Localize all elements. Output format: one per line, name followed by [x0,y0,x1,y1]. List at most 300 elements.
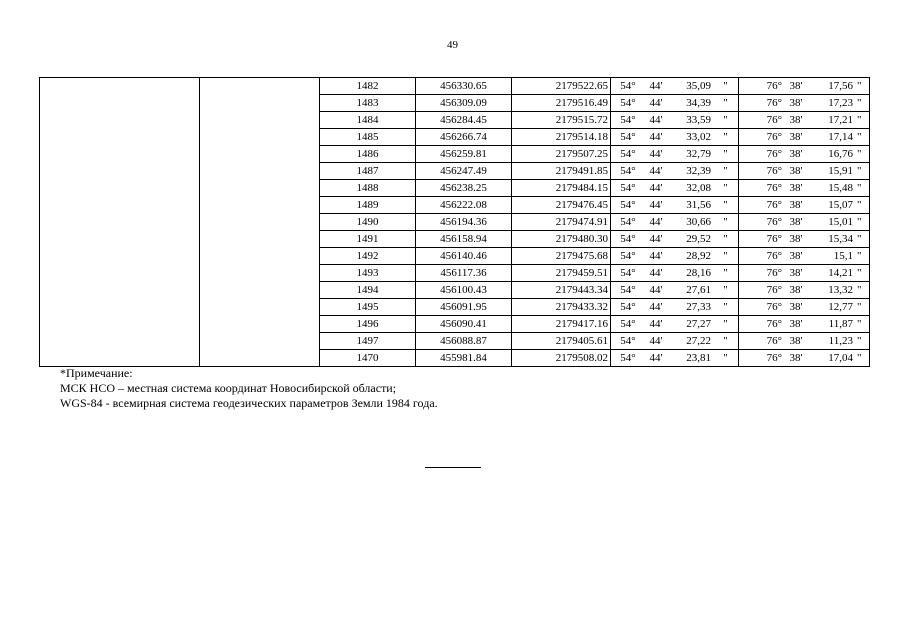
x-coordinate-value: 456088.87 [440,334,487,347]
latitude-degrees [611,350,646,367]
latitude-seconds-symbol [713,95,739,112]
minute-symbol: ' [800,113,803,126]
longitude-degrees [739,95,785,112]
empty-cell [200,299,320,316]
latitude-minutes [645,282,667,299]
longitude-seconds [808,265,855,282]
x-coordinate-value: 456158.94 [440,232,487,245]
minute-symbol: ' [660,198,663,211]
x-coordinate-value: 456117.36 [440,266,487,279]
point-number-value: 1485 [356,130,379,143]
x-coordinate-value: 456090.41 [440,317,487,330]
degree-symbol: ° [631,147,636,160]
empty-cell [200,163,320,180]
minute-symbol: ' [800,283,803,296]
degree-symbol: ° [631,334,636,347]
minute-symbol: ' [800,147,803,160]
latitude-minutes [645,112,667,129]
empty-cell [40,95,200,112]
minute-symbol: ' [660,164,663,177]
y-coordinate-value: 2179433.32 [555,300,608,313]
note-line-msk: МСК НСО – местная система координат Новосибирской области; [60,381,397,395]
x-coordinate [416,350,512,367]
latitude-minutes-value: 44 [649,283,661,296]
degree-symbol: ° [631,96,636,109]
longitude-seconds-symbol [855,350,870,367]
table-row [40,163,870,180]
seconds-symbol: " [857,113,862,126]
y-coordinate-value: 2179515.72 [555,113,608,126]
minute-symbol: ' [800,317,803,330]
seconds-symbol: " [857,215,862,228]
latitude-degrees-value: 54 [620,300,632,313]
y-coordinate [512,78,611,95]
latitude-seconds-symbol [713,129,739,146]
latitude-minutes-value: 44 [649,113,661,126]
longitude-minutes [784,350,808,367]
latitude-seconds-value: 30,66 [686,215,711,228]
degree-symbol: ° [631,266,636,279]
minute-symbol: ' [660,147,663,160]
latitude-seconds [667,316,713,333]
x-coordinate [416,129,512,146]
seconds-symbol: " [723,198,728,211]
latitude-minutes [645,248,667,265]
degree-symbol: ° [777,147,782,160]
y-coordinate [512,248,611,265]
longitude-minutes [784,197,808,214]
x-coordinate-value: 456330.65 [440,79,487,92]
seconds-symbol: " [723,334,728,347]
empty-cell [40,265,200,282]
y-coordinate-value: 2179491.85 [555,164,608,177]
point-number [320,146,416,163]
longitude-minutes-value: 38 [789,181,801,194]
table-row [40,282,870,299]
longitude-minutes-value: 38 [789,164,801,177]
longitude-minutes-value: 38 [789,198,801,211]
latitude-minutes [645,333,667,350]
degree-symbol: ° [777,317,782,330]
longitude-minutes-value: 38 [789,215,801,228]
table-row [40,214,870,231]
point-number [320,265,416,282]
point-number-value: 1486 [356,147,379,160]
longitude-minutes [784,78,808,95]
degree-symbol: ° [631,79,636,92]
note-block [60,366,438,411]
longitude-seconds-value: 17,56 [828,79,853,92]
degree-symbol: ° [777,266,782,279]
minute-symbol: ' [660,249,663,262]
minute-symbol: ' [800,79,803,92]
degree-symbol: ° [631,249,636,262]
point-number-value: 1496 [356,317,379,330]
degree-symbol: ° [631,164,636,177]
empty-cell [200,333,320,350]
latitude-seconds [667,282,713,299]
longitude-degrees-value: 76 [766,130,778,143]
y-coordinate-value: 2179405.61 [555,334,608,347]
degree-symbol: ° [777,300,782,313]
longitude-seconds-value: 13,32 [828,283,853,296]
seconds-symbol: " [857,198,862,211]
x-coordinate [416,265,512,282]
table-row [40,265,870,282]
seconds-symbol: " [723,96,728,109]
latitude-seconds-value: 29,52 [686,232,711,245]
longitude-seconds-value: 17,14 [828,130,853,143]
point-number-value: 1494 [356,283,379,296]
empty-cell [200,95,320,112]
degree-symbol: ° [631,300,636,313]
minute-symbol: ' [800,232,803,245]
longitude-seconds-value: 15,07 [828,198,853,211]
longitude-minutes-value: 38 [789,130,801,143]
longitude-degrees-value: 76 [766,334,778,347]
latitude-degrees [611,129,646,146]
latitude-seconds-value: 27,27 [686,317,711,330]
degree-symbol: ° [631,215,636,228]
empty-cell [200,180,320,197]
longitude-seconds [808,248,855,265]
y-coordinate [512,163,611,180]
latitude-seconds-symbol [713,333,739,350]
longitude-degrees-value: 76 [766,283,778,296]
table-row [40,333,870,350]
x-coordinate-value: 456100.43 [440,283,487,296]
empty-cell [200,112,320,129]
point-number [320,316,416,333]
x-coordinate [416,248,512,265]
longitude-seconds-value: 17,04 [828,351,853,364]
latitude-degrees-value: 54 [620,351,632,364]
latitude-seconds-symbol [713,316,739,333]
y-coordinate [512,112,611,129]
y-coordinate-value: 2179480.30 [555,232,608,245]
latitude-seconds-value: 28,92 [686,249,711,262]
seconds-symbol: " [857,266,862,279]
longitude-degrees-value: 76 [766,96,778,109]
longitude-minutes-value: 38 [789,232,801,245]
longitude-degrees-value: 76 [766,300,778,313]
longitude-seconds-symbol [855,231,870,248]
latitude-degrees-value: 54 [620,96,632,109]
degree-symbol: ° [631,283,636,296]
longitude-minutes-value: 38 [789,283,801,296]
degree-symbol: ° [777,96,782,109]
point-number [320,350,416,367]
longitude-minutes [784,231,808,248]
latitude-seconds [667,129,713,146]
latitude-seconds-symbol [713,78,739,95]
latitude-seconds [667,112,713,129]
longitude-seconds [808,129,855,146]
empty-cell [200,282,320,299]
latitude-seconds-value: 31,56 [686,198,711,211]
x-coordinate-value: 456259.81 [440,147,487,160]
empty-cell [40,316,200,333]
longitude-degrees-value: 76 [766,249,778,262]
x-coordinate [416,95,512,112]
empty-cell [40,78,200,95]
latitude-seconds-symbol [713,163,739,180]
longitude-minutes-value: 38 [789,147,801,160]
longitude-seconds [808,163,855,180]
seconds-symbol: " [857,334,862,347]
latitude-minutes [645,316,667,333]
minute-symbol: ' [660,113,663,126]
point-number [320,180,416,197]
y-coordinate-value: 2179443.34 [555,283,608,296]
latitude-degrees-value: 54 [620,113,632,126]
minute-symbol: ' [800,334,803,347]
x-coordinate [416,146,512,163]
seconds-symbol: " [857,351,862,364]
minute-symbol: ' [800,300,803,313]
empty-cell [40,146,200,163]
longitude-minutes-value: 38 [789,249,801,262]
longitude-seconds-value: 17,23 [828,96,853,109]
longitude-seconds-value: 16,76 [828,147,853,160]
longitude-minutes-value: 38 [789,266,801,279]
latitude-degrees [611,163,646,180]
longitude-seconds-value: 11,23 [828,334,853,347]
latitude-degrees [611,333,646,350]
degree-symbol: ° [777,198,782,211]
point-number [320,282,416,299]
degree-symbol: ° [777,181,782,194]
latitude-degrees [611,197,646,214]
point-number [320,129,416,146]
latitude-minutes-value: 44 [649,79,661,92]
seconds-symbol: " [723,232,728,245]
longitude-degrees-value: 76 [766,266,778,279]
x-coordinate-value: 456247.49 [440,164,487,177]
longitude-seconds-value: 15,48 [828,181,853,194]
end-divider [425,467,481,468]
latitude-degrees-value: 54 [620,249,632,262]
latitude-degrees [611,180,646,197]
longitude-minutes [784,146,808,163]
point-number [320,112,416,129]
x-coordinate [416,282,512,299]
latitude-degrees [611,112,646,129]
y-coordinate [512,231,611,248]
latitude-seconds-value: 33,02 [686,130,711,143]
latitude-minutes-value: 44 [649,96,661,109]
empty-cell [200,248,320,265]
latitude-seconds-symbol [713,214,739,231]
point-number [320,163,416,180]
latitude-seconds-value: 32,08 [686,181,711,194]
latitude-degrees-value: 54 [620,283,632,296]
degree-symbol: ° [777,215,782,228]
table-row [40,350,870,367]
empty-cell [200,146,320,163]
longitude-minutes [784,299,808,316]
latitude-degrees-value: 54 [620,232,632,245]
longitude-seconds-symbol [855,163,870,180]
longitude-seconds [808,231,855,248]
empty-cell [40,282,200,299]
longitude-seconds-value: 15,91 [828,164,853,177]
seconds-symbol: " [857,249,862,262]
point-number [320,197,416,214]
empty-cell [40,299,200,316]
table-body [40,78,870,367]
longitude-minutes [784,163,808,180]
seconds-symbol: " [723,147,728,160]
point-number [320,333,416,350]
empty-cell [40,112,200,129]
minute-symbol: ' [800,181,803,194]
longitude-degrees [739,163,785,180]
y-coordinate [512,146,611,163]
latitude-degrees-value: 54 [620,130,632,143]
latitude-degrees [611,78,646,95]
point-number [320,214,416,231]
longitude-seconds-value: 14,21 [828,266,853,279]
empty-cell [200,129,320,146]
empty-cell [40,231,200,248]
minute-symbol: ' [800,198,803,211]
longitude-degrees [739,214,785,231]
empty-cell [40,248,200,265]
latitude-minutes [645,214,667,231]
degree-symbol: ° [631,181,636,194]
latitude-minutes-value: 44 [649,198,661,211]
empty-cell [40,333,200,350]
x-coordinate-value: 455981.84 [440,351,487,364]
latitude-seconds [667,350,713,367]
y-coordinate [512,95,611,112]
latitude-seconds [667,78,713,95]
table-row [40,248,870,265]
latitude-seconds-value: 32,39 [686,164,711,177]
seconds-symbol: " [723,130,728,143]
x-coordinate [416,214,512,231]
minute-symbol: ' [660,215,663,228]
latitude-seconds-value: 28,16 [686,266,711,279]
point-number-value: 1492 [356,249,379,262]
minute-symbol: ' [660,79,663,92]
x-coordinate [416,112,512,129]
latitude-minutes [645,231,667,248]
latitude-degrees-value: 54 [620,181,632,194]
degree-symbol: ° [777,130,782,143]
longitude-degrees [739,282,785,299]
y-coordinate-value: 2179507.25 [555,147,608,160]
minute-symbol: ' [660,266,663,279]
x-coordinate [416,197,512,214]
longitude-minutes [784,214,808,231]
seconds-symbol: " [723,113,728,126]
longitude-degrees [739,180,785,197]
empty-cell [200,197,320,214]
longitude-degrees-value: 76 [766,351,778,364]
latitude-minutes-value: 44 [649,351,661,364]
seconds-symbol: " [723,283,728,296]
latitude-minutes-value: 44 [649,266,661,279]
table-row [40,95,870,112]
latitude-seconds-symbol [713,180,739,197]
latitude-seconds-value: 27,61 [686,283,711,296]
longitude-seconds [808,180,855,197]
empty-cell [200,78,320,95]
latitude-seconds-symbol [713,231,739,248]
longitude-minutes-value: 38 [789,113,801,126]
longitude-minutes-value: 38 [789,351,801,364]
longitude-degrees-value: 76 [766,198,778,211]
minute-symbol: ' [800,351,803,364]
y-coordinate [512,129,611,146]
longitude-minutes [784,248,808,265]
longitude-seconds [808,78,855,95]
point-number-value: 1489 [356,198,379,211]
point-number-value: 1483 [356,96,379,109]
minute-symbol: ' [660,334,663,347]
point-number-value: 1488 [356,181,379,194]
seconds-symbol: " [723,300,728,313]
minute-symbol: ' [660,283,663,296]
longitude-minutes-value: 38 [789,334,801,347]
longitude-minutes [784,112,808,129]
latitude-degrees [611,248,646,265]
y-coordinate [512,197,611,214]
y-coordinate-value: 2179474.91 [555,215,608,228]
latitude-degrees [611,299,646,316]
latitude-seconds-value: 27,33 [686,300,711,313]
latitude-seconds [667,197,713,214]
latitude-minutes-value: 44 [649,181,661,194]
table-row [40,112,870,129]
longitude-seconds-symbol [855,299,870,316]
degree-symbol: ° [777,113,782,126]
x-coordinate-value: 456284.45 [440,113,487,126]
seconds-symbol: " [857,79,862,92]
y-coordinate [512,333,611,350]
empty-cell [200,214,320,231]
seconds-symbol: " [857,164,862,177]
longitude-seconds [808,197,855,214]
latitude-seconds-symbol [713,282,739,299]
latitude-minutes [645,95,667,112]
latitude-minutes [645,163,667,180]
table-row [40,316,870,333]
y-coordinate [512,316,611,333]
x-coordinate [416,299,512,316]
latitude-seconds [667,180,713,197]
latitude-degrees-value: 54 [620,164,632,177]
longitude-degrees-value: 76 [766,79,778,92]
degree-symbol: ° [777,232,782,245]
latitude-minutes-value: 44 [649,317,661,330]
point-number-value: 1482 [356,79,379,92]
empty-cell [200,231,320,248]
minute-symbol: ' [660,232,663,245]
seconds-symbol: " [857,130,862,143]
page-number: 49 [447,39,458,51]
latitude-seconds-symbol [713,197,739,214]
longitude-degrees-value: 76 [766,181,778,194]
seconds-symbol: " [723,181,728,194]
y-coordinate [512,214,611,231]
latitude-minutes [645,146,667,163]
seconds-symbol: " [723,215,728,228]
latitude-seconds-value: 35,09 [686,79,711,92]
longitude-seconds-value: 15,34 [828,232,853,245]
